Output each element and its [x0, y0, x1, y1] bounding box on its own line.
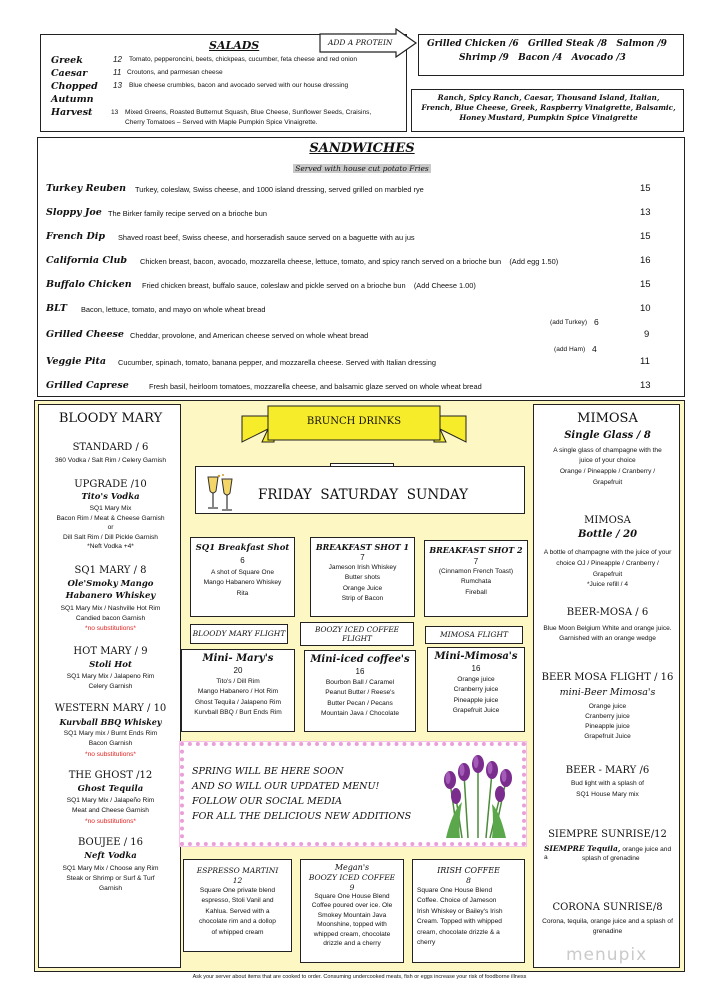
salad-name-greek: Greek — [51, 55, 83, 66]
sandwiches-subtitle: Served with house cut potato Fries — [295, 164, 429, 173]
protein-line-2: Shrimp /9 Bacon /4 Avocado /3 — [459, 53, 626, 63]
brunch-banner-text: BRUNCH DRINKS — [306, 416, 402, 427]
protein-line-1: Grilled Chicken /6 Grilled Steak /8 Salmon /9 — [427, 39, 667, 49]
days-text: FRIDAY SATURDAY SUNDAY — [258, 487, 469, 503]
dressings-line-3: Honey Mustard, Pumpkin Spice Vinaigrette — [459, 113, 638, 122]
coffee-line: cherry — [417, 939, 436, 947]
bloody-ghost-nosub: *no substitutions* — [85, 818, 136, 825]
sandwich-price: 15 — [640, 231, 651, 242]
flight-label: BLOODY MARY FLIGHT — [192, 629, 286, 638]
coffee-box — [412, 859, 525, 963]
sandwich-price: 9 — [644, 329, 650, 340]
coffee-line: Square One private blend — [199, 887, 276, 894]
bloody-ghost-sub: Ghost Tequila — [77, 784, 144, 794]
shot-line: (Cinnamon French Toast) — [438, 568, 514, 575]
siempre-title: SIEMPRE SUNRISE/12 — [548, 829, 667, 840]
sandwich-desc: Bacon, lettuce, tomato, and mayo on whole wheat bread — [81, 305, 266, 314]
bloody-sq1-sub1: Ole'Smoky Mango — [67, 579, 154, 589]
bloody-hot-title: HOT MARY / 9 — [73, 646, 148, 657]
coffee-line: Kahlua. Served with a — [205, 907, 270, 915]
salad-desc-chopped: Blue cheese crumbles, bacon and avocado served with our house dressing — [129, 82, 349, 89]
bmflight-title: BEER MOSA FLIGHT / 16 — [541, 672, 674, 683]
coffee-line: of whipped cream — [211, 928, 264, 936]
flight-box — [304, 650, 416, 732]
sandwich-desc: Chicken breast, bacon, avocado, mozzarella cheese, lettuce, tomato, and spicy ranch served on a brioche bun (Add egg 1.50) — [140, 257, 559, 266]
bmflight-l4: Grapefruit Juice — [584, 733, 631, 740]
sandwich-name: Sloppy Joe — [46, 207, 102, 218]
footer-disclaimer: Ask your server about items that are cooked to order. Consuming undercooked meats, fish or eggs increase your risk of foodborne illness — [192, 974, 527, 980]
coffee-line: Square One House Blend — [314, 893, 390, 900]
salad-price-chopped: 13 — [113, 81, 122, 90]
sandwich-name: Grilled Cheese — [46, 329, 124, 340]
flight-line: Pineapple juice — [453, 696, 499, 704]
flight-title: Mini-Mimosa's — [434, 651, 518, 662]
shot-line: Fireball — [465, 588, 487, 596]
flight-line: Ghost Tequila / Jalapeno Rim — [194, 698, 281, 706]
coffee-line: Smokey Mountain Java — [317, 911, 387, 919]
bloody-west-sub: Kurvball BBQ Whiskey — [59, 717, 162, 727]
mimosa-bottle-l2: choice OJ / Pineapple / Cranberry / — [556, 560, 659, 567]
bloody-west-l1: SQ1 Mary mix / Burnt Ends Rim — [63, 730, 158, 737]
sandwich-name: BLT — [46, 303, 68, 314]
sandwich-price: 13 — [640, 380, 651, 391]
watermark: menupix — [566, 945, 648, 965]
sandwich-name: California Club — [46, 255, 128, 266]
bmflight-sub: mini-Beer Mimosa's — [559, 687, 656, 698]
bloody-sq1-l2: Candied bacon Garnish — [75, 615, 146, 622]
add-turkey-price: 6 — [594, 317, 599, 327]
sandwich-desc: Shaved roast beef, Swiss cheese, and horseradish sauce served on a baguette with au jus — [118, 233, 415, 242]
mimosa-glass-l1: A single glass of champagne with the — [553, 447, 662, 454]
bloody-west-nosub: *no substitutions* — [85, 751, 136, 758]
tulips-icon — [436, 752, 520, 842]
beermary-l2: SQ1 House Mary mix — [576, 791, 639, 798]
bloody-upgrade-l1: SQ1 Mary Mix — [89, 505, 132, 512]
beermosa-l1: Blue Moon Belgium White and orange juice. — [543, 625, 672, 632]
bloody-boujee-sub: Neft Vodka — [84, 851, 137, 861]
shot-price: 7 — [360, 553, 365, 562]
sandwich-price: 11 — [640, 356, 650, 367]
corona-l1: Corona, tequila, orange juice and a splash of — [542, 918, 673, 925]
flight-line: Mango Habanero / Hot Rim — [197, 688, 279, 696]
mimosa-bottle-l3: Grapefruit — [592, 571, 623, 578]
bloody-boujee-l1: SQ1 Mary Mix / Choose any Rim — [62, 865, 159, 872]
coffee-title: Megan's — [334, 863, 370, 872]
mimosa-bottle-l4: *Juice refill / 4 — [586, 581, 629, 588]
coffee-title: IRISH COFFEE — [437, 866, 500, 875]
flight-label-box — [300, 622, 414, 646]
sandwich-desc: Turkey, coleslaw, Swiss cheese, and 1000 island dressing, served grilled on marbled rye — [135, 185, 424, 194]
flight-line: Tito's / Dill Rim — [216, 678, 260, 685]
shot-price: 6 — [240, 556, 245, 565]
shot-line: Orange Juice — [342, 584, 383, 592]
shot-title: BREAKFAST SHOT 2 — [429, 545, 523, 555]
spring-l2: AND SO WILL OUR UPDATED MENU! — [192, 781, 380, 792]
shot-box — [424, 540, 528, 617]
flight-line: Peanut Butter / Reese's — [325, 689, 395, 697]
protein-box — [418, 34, 684, 76]
coffee-title-2: BOOZY ICED COFFEE — [308, 873, 396, 882]
shot-line: Strip of Bacon — [341, 595, 384, 603]
bloody-upgrade-sub: Tito's Vodka — [81, 492, 140, 502]
salad-name-caesar: Caesar — [51, 68, 88, 79]
shot-line: Jameson Irish Whiskey — [328, 564, 397, 571]
bloody-upgrade-l3: or — [107, 524, 114, 531]
coffee-line: Coffee poured over ice. Ole — [311, 902, 393, 910]
sandwich-price: 13 — [640, 207, 651, 218]
sandwich-name: Turkey Reuben — [46, 183, 127, 194]
siempre-sub: SIEMPRE Tequila, — [544, 844, 621, 853]
coffee-line: whipped cream, chocolate — [313, 930, 391, 938]
bloody-upgrade-l5: *Neft Vodka +4* — [87, 543, 134, 550]
mimosa-column — [533, 404, 680, 968]
bloody-boujee-l2: Steak or Shrimp or Surf & Turf — [66, 875, 155, 882]
salad-desc-harvest: Mixed Greens, Roasted Butternut Squash, Blue Cheese, Sunflower Seeds, Craisins, — [125, 109, 372, 116]
days-box — [195, 466, 525, 514]
beermosa-title: BEER-MOSA / 6 — [566, 607, 649, 618]
coffee-line: Cream. Topped with whipped — [417, 918, 502, 926]
flight-label-box — [190, 624, 288, 644]
mimosa-bottle-l1: A bottle of champagne with the juice of your — [543, 549, 672, 556]
shot-box — [190, 537, 295, 617]
sandwich-desc: Cucumber, spinach, tomato, banana pepper, and mozzarella cheese. Served with Italian dressing — [118, 358, 436, 367]
flight-label: BOOZY ICED COFFEE FLIGHT — [315, 625, 399, 643]
salad-desc-greek: Tomato, pepperoncini, beets, chickpeas, cucumber, feta cheese and red onion — [129, 56, 357, 63]
flight-line: Butter Pecan / Pecans — [327, 699, 393, 707]
flight-line: Grapefruit Juice — [452, 707, 500, 715]
coffee-line: drizzle and a cherry — [323, 940, 381, 948]
salad-price-greek: 12 — [113, 55, 122, 64]
spring-l4: FOR ALL THE DELICIOUS NEW ADDITIONS — [192, 811, 412, 822]
salad-desc-harvest-2: Cherry Tomatoes – Served with Maple Pumpkin Spice Vinaigrette. — [125, 119, 318, 126]
champagne-icon — [200, 473, 240, 513]
sandwich-name: Grilled Caprese — [46, 380, 129, 391]
shot-line: Butter shots — [344, 574, 381, 582]
sandwich-desc: The Birker family recipe served on a brioche bun — [108, 209, 267, 218]
flight-price: 16 — [471, 664, 481, 673]
sandwich-desc: Fresh basil, heirloom tomatoes, mozzarella cheese, and balsamic glaze served on whole wheat bread — [149, 382, 482, 391]
bloody-standard-desc: 360 Vodka / Salt Rim / Celery Garnish — [54, 457, 167, 464]
salad-price-harvest: 13 — [111, 109, 119, 116]
mimosa-bottle-t1: MIMOSA — [584, 515, 631, 526]
mimosa-bottle-t2: Bottle / 20 — [577, 529, 638, 540]
sandwiches-title: SANDWICHES — [309, 141, 415, 156]
bloody-upgrade-l4: Dill Salt Rim / Dill Pickle Garnish — [63, 534, 158, 541]
sandwich-price: 15 — [640, 279, 651, 290]
mimosa-glass-l2: juice of your choice — [579, 457, 636, 464]
beermary-l1: Bud light with a splash of — [571, 780, 644, 787]
sandwich-desc: Fried chicken breast, buffalo sauce, coleslaw and pickle served on a brioche bun (Add Cheese 1.00) — [142, 281, 476, 290]
salads-title: SALADS — [209, 39, 260, 52]
sandwich-price: 15 — [640, 183, 651, 194]
add-turkey-note: (add Turkey) — [550, 319, 588, 326]
salad-desc-caesar: Croutons, and parmesan cheese — [127, 69, 223, 76]
bmflight-l2: Cranberry juice — [585, 713, 630, 720]
siempre-l2: splash of grenadine — [582, 855, 640, 862]
bloody-sq1-nosub: *no substitutions* — [85, 625, 136, 632]
sandwich-name: Buffalo Chicken — [46, 279, 132, 290]
brunch-banner — [238, 404, 470, 454]
flight-label-box — [425, 626, 523, 644]
bmflight-l3: Pineapple juice — [585, 723, 630, 730]
flight-price: 16 — [355, 667, 365, 676]
shot-line: Rumchata — [460, 578, 492, 586]
bloody-sq1-sub2: Habanero Whiskey — [65, 591, 156, 601]
add-protein-arrow — [318, 28, 418, 58]
sandwich-price: 16 — [640, 255, 651, 266]
siempre-l1: orange juice and a — [544, 846, 672, 862]
mimosa-glass-l4: Grapefruit — [592, 479, 623, 486]
flight-title: Mini-iced coffee's — [310, 654, 410, 665]
coffee-price: 12 — [232, 876, 243, 885]
mimosa-glass-l3: Orange / Pineapple / Cranberry / — [559, 468, 656, 475]
flight-price: 20 — [233, 666, 243, 675]
coffee-line: Irish Whiskey or Bailey's Irish — [417, 907, 503, 915]
spring-box — [180, 742, 526, 846]
salad-name-chopped: Chopped — [51, 81, 98, 92]
coffee-title: ESPRESSO MARTINI — [196, 866, 279, 875]
bloody-boujee-title: BOUJEE / 16 — [78, 837, 143, 848]
beermosa-l2: Garnished with an orange wedge — [559, 635, 656, 642]
dressings-line-1: Ranch, Spicy Ranch, Caesar, Thousand Island, Italian, — [437, 93, 660, 102]
sandwiches-subtitle-wrap — [38, 158, 686, 176]
shot-line: A shot of Square One — [210, 569, 275, 576]
bloody-upgrade-l2: Bacon Rim / Meat & Cheese Garnish — [56, 515, 165, 522]
bloody-hot-l1: SQ1 Mary Mix / Jalapeno Rim — [66, 673, 155, 680]
bloody-west-title: WESTERN MARY / 10 — [54, 703, 167, 714]
add-ham-price: 4 — [592, 344, 597, 354]
sandwich-desc: Cheddar, provolone, and American cheese served on whole wheat bread — [130, 331, 369, 340]
spring-l3: FOLLOW OUR SOCIAL MEDIA — [192, 796, 342, 807]
dressings-box — [411, 89, 684, 132]
flight-line: Mountain Java / Chocolate — [320, 710, 400, 718]
bloody-title: BLOODY MARY — [58, 411, 163, 426]
bloody-mary-column — [38, 404, 181, 968]
mimosa-title: MIMOSA — [577, 411, 638, 426]
coffee-price: 9 — [349, 883, 355, 892]
flight-line: Cranberry juice — [453, 686, 499, 694]
coffee-price: 8 — [466, 876, 471, 885]
salad-name-harvest: Harvest — [51, 107, 93, 118]
flight-label: MIMOSA FLIGHT — [439, 630, 509, 639]
coffee-line: Coffee. Choice of Jameson — [417, 897, 497, 905]
shot-line: Mango Habanero Whiskey — [203, 579, 282, 587]
flight-line: Bourbon Ball / Caramel — [325, 679, 395, 686]
spring-l1: SPRING WILL BE HERE SOON — [192, 766, 344, 777]
beermary-title: BEER - MARY /6 — [565, 765, 650, 776]
bloody-hot-l2: Celery Garnish — [88, 683, 133, 690]
shot-line: Rita — [236, 589, 249, 597]
ribbon-shape — [238, 404, 470, 454]
bloody-ghost-l1: SQ1 Mary Mix / Jalapeño Rim — [66, 797, 155, 804]
bloody-ghost-l2: Meat and Cheese Garnish — [72, 807, 149, 814]
bloody-hot-sub: Stoli Hot — [89, 660, 132, 670]
shot-title: BREAKFAST SHOT 1 — [315, 542, 410, 552]
corona-title: CORONA SUNRISE/8 — [552, 902, 663, 913]
sandwiches-box — [37, 137, 685, 397]
coffee-line: Moonshine, topped with — [317, 921, 387, 929]
bloody-sq1-l1: SQ1 Mary Mix / Nashville Hot Rim — [60, 605, 161, 612]
bloody-boujee-l3: Garnish — [98, 885, 123, 892]
sandwich-name: Veggie Pita — [46, 356, 107, 367]
corona-l2: grenadine — [592, 928, 623, 935]
coffee-line: Square One House Blend — [417, 887, 493, 894]
coffee-line: chocolate rim and a dollop — [199, 918, 276, 926]
coffee-line: espresso, Stoli Vanil and — [201, 897, 274, 905]
shot-box — [310, 537, 415, 617]
flight-line: Orange juice — [457, 676, 495, 683]
coffee-line: cream, chocolate drizzle & a — [417, 928, 500, 936]
add-ham-note: (add Ham) — [554, 346, 586, 353]
bloody-ghost-title: THE GHOST /12 — [68, 770, 153, 781]
shot-price: 7 — [473, 557, 479, 566]
coffee-box — [183, 859, 292, 952]
sandwich-name: French Dip — [46, 231, 106, 242]
bmflight-l1: Orange juice — [588, 703, 627, 710]
bloody-sq1-title: SQ1 MARY / 8 — [74, 565, 147, 576]
flight-box — [427, 647, 525, 732]
shot-title: SQ1 Breakfast Shot — [195, 543, 290, 553]
mimosa-glass-title: Single Glass / 8 — [564, 430, 651, 441]
flight-line: Kurvball BBQ / Burt Ends Rim — [194, 709, 282, 717]
bloody-west-l2: Bacon Garnish — [88, 740, 133, 747]
bloody-standard-title: STANDARD / 6 — [72, 442, 149, 453]
dressings-line-2: French, Blue Cheese, Greek, Raspberry Vinaigrette, Balsamic, — [421, 103, 676, 112]
salad-price-caesar: 11 — [113, 68, 122, 77]
flight-title: Mini- Mary's — [202, 653, 274, 664]
salad-name-autumn: Autumn — [51, 94, 94, 105]
coffee-box — [300, 859, 404, 963]
add-protein-label: ADD A PROTEIN — [328, 38, 393, 47]
flight-box — [181, 649, 295, 732]
sandwich-price: 10 — [640, 303, 651, 314]
bloody-upgrade-title: UPGRADE /10 — [74, 479, 147, 490]
